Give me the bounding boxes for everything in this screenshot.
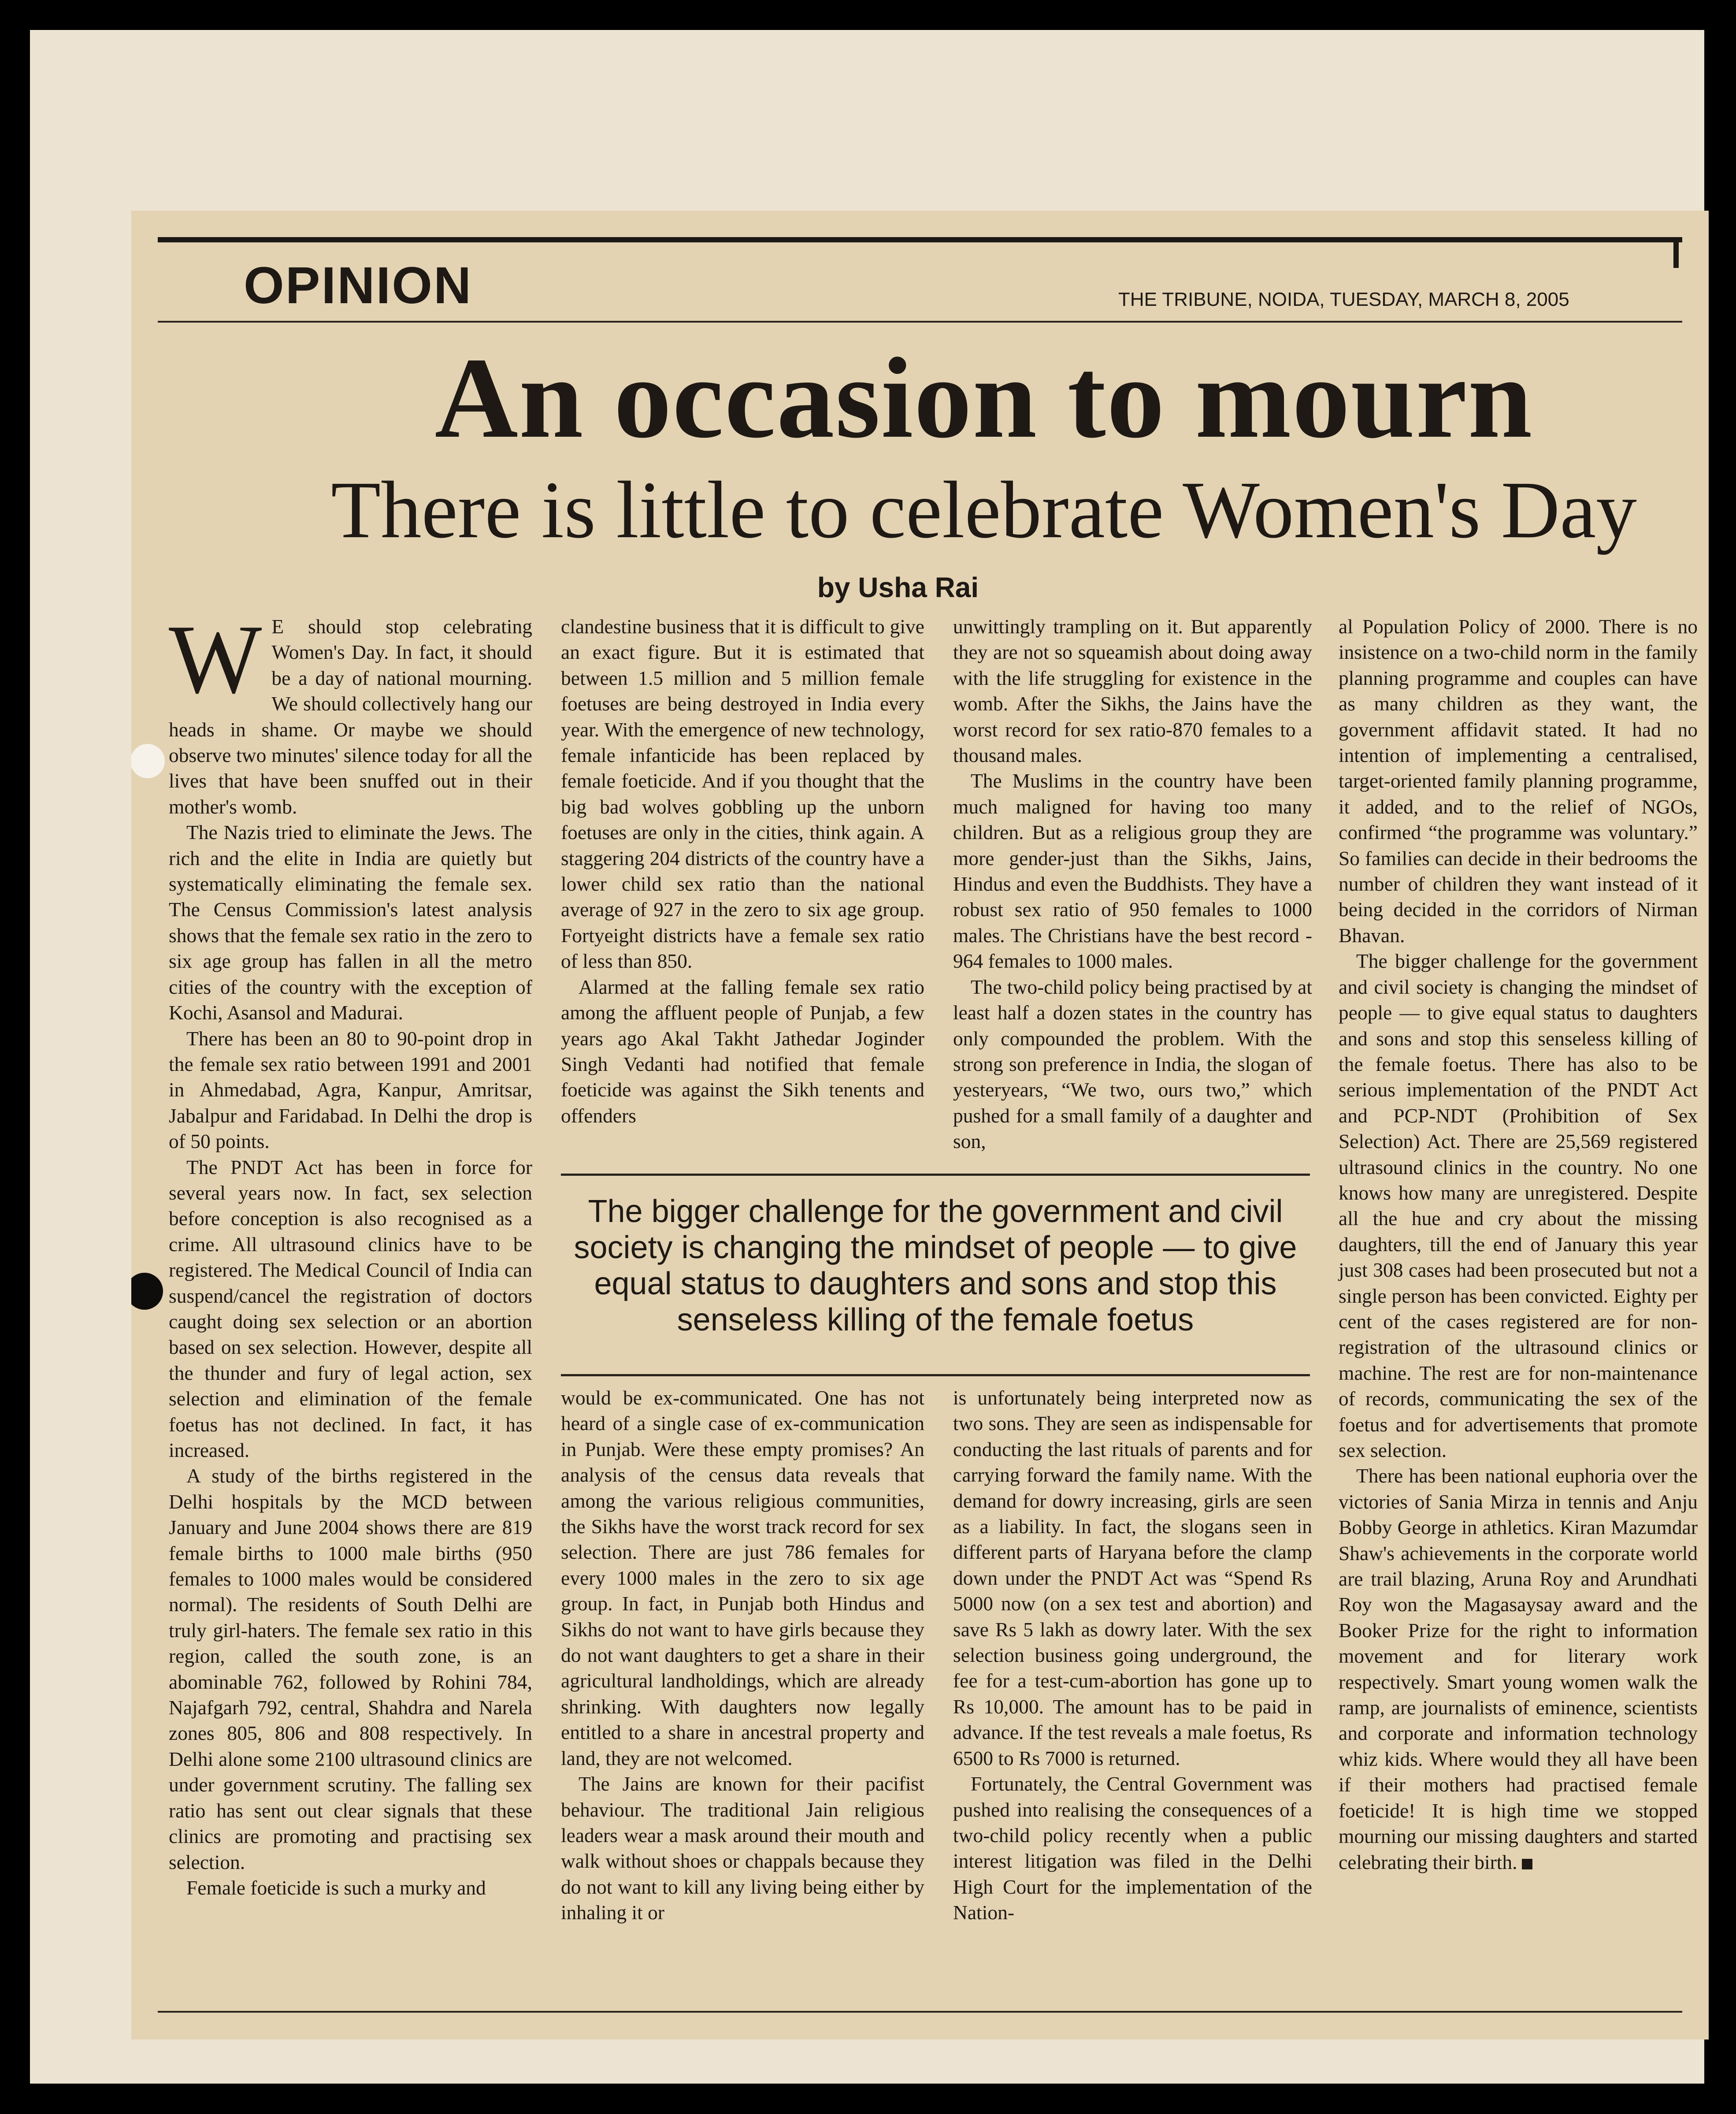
article-paragraph: The Jains are known for their pacifist behaviour. The traditional Jain religious leaders wear a mask around their mouth and walk without shoes or chappals because they do not want to kill any living being either by inhaling it or [561,1772,924,1924]
top-rule-hook [1673,237,1679,268]
article-paragraph: The bigger challenge for the government and civil society is changing the mindset of people — to give equal status to daughters and sons and stop this senseless killing of the female foetus. There has also to be serious implementation of the PNDT Act and PCP-NDT (Prohibition of Sex Selection) Act. There are 25,569 registered ultrasound clinics in the country. No one knows how many are unregistered. Despite all the hue and cry about the missing daughters, till the end of January this year just 308 cases had been prosecuted but not a single person has been convicted. Eighty per cent of the cases registered are for non-registration of the ultrasound clinics or machine. The rest are for non-maintenance of records, communicating the sex of the foetus and for advertisements that promote sex selection. [1339,950,1698,1461]
article-paragraph: Fortunately, the Central Government was pushed into realising the consequences of a two-child policy recently when a public interest litigation was filed in the Delhi High Court for the implementation of the Nation- [953,1772,1312,1924]
header-rule [158,321,1682,323]
article-paragraph: Alarmed at the falling female sex ratio among the affluent people of Punjab, a few years ago Akal Takht Jathedar Joginder Singh Vedanti had notified that female foeticide was against the Sikh tenents and offenders [561,975,924,1127]
article-column-2-top [561,614,924,1160]
article-column-3-top [953,614,1312,1160]
article-column-1 [169,605,532,2002]
article-paragraph: The two-child policy being practised by at least half a dozen states in the country has only compounded the problem. With the strong son preference in India, the slogan of yesteryears, “We two, ours two,” which pushed for a small family of a daughter and son, [953,975,1312,1153]
article-paragraph: al Population Policy of 2000. There is no insistence on a two-child norm in the family planning programme and couples can have as many children as they want, the government affidavit stated. It had no intention of implementing a centralised, target-oriented family planning programme, it added, and to the relief of NGOs, confirmed “the programme was voluntary.” So families can decide in their bedrooms the number of children they want instead of it being decided in the corridors of Nirman Bhavan. [1339,615,1698,947]
article-paragraph: unwittingly trampling on it. But apparently they are not so squeamish about doing away with the life struggling for existence in the womb. After the Sikhs, the Jains have the worst record for sex ratio-870 females to a thousand males. [953,615,1312,767]
punch-hole-icon [131,1273,163,1310]
top-rule [158,237,1682,242]
punch-hole-icon [131,744,165,778]
article-paragraph: W E should stop celebrating Women's Day. In fact, it should be a day of national mourning. We should collectively hang our heads in shame. Or maybe we should observe two minutes' silence today for all the lives that have been snuffed out in their mother's womb. [169,605,532,818]
end-mark-icon [1522,1859,1532,1869]
article-paragraph: The Muslims in the country have been much maligned for having too many children. But as a religious group they are more gender-just than the Sikhs, Jains, Hindus and even the Buddhists. They have a robust sex ratio of 950 females to 1000 males. The Christians have the best record - 964 females to 1000 males. [953,769,1312,973]
pull-quote-bottom-rule [561,1374,1310,1376]
pull-quote: The bigger challenge for the government and civil society is changing the mindset of people — to give equal status to daughters and sons and stop this senseless killing of the female foetus [574,1194,1297,1338]
section-label: OPINION [244,256,473,315]
article-paragraph: A study of the births registered in the Delhi hospitals by the MCD between January and June 2004 shows there are 819 female births to 1000 male births (950 females to 1000 males would be considered normal). The residents of South Delhi are truly girl-haters. The female sex ratio in this region, called the south zone, is an abominable 762, followed by Rohini 784, Najafgarh 792, central, Shahdra and Narela zones 805, 806 and 808 respectively. In Delhi alone some 2100 ultrasound clinics are under government scrutiny. The falling sex ratio has sent out clear signals that these clinics are promoting and practising sex selection. [169,1464,532,1873]
article-column-3-bottom [953,1385,1312,2002]
article-column-4 [1339,614,1698,2002]
byline: by Usha Rai [817,572,979,603]
article-column-2-bottom [561,1385,924,2002]
scanned-page [30,30,1704,2084]
article-paragraph: There has been national euphoria over the victories of Sania Mirza in tennis and Anju Bobby George in athletics. Kiran Mazumdar Shaw's achievements in the corporate world are trail blazing, Aruna Roy and Arundhati Roy won the Magasaysay award and the Booker Prize for the right to information movement and for literary work respectively. Smart young women walk the ramp, are journalists of eminence, scientists and corporate and information technology whiz kids. Where would they all have been if their mothers had practised female foeticide! It is high time we stopped mourning our missing daughters and started celebrating their birth. [1339,1464,1698,1873]
article-paragraph: There has been an 80 to 90-point drop in the female sex ratio between 1991 and 2001 in Ahmedabad, Agra, Kanpur, Amritsar, Jabalpur and Faridabad. In Delhi the drop is of 50 points. [169,1027,532,1153]
headline: An occasion to mourn [434,334,1533,462]
article-paragraph: The Nazis tried to eliminate the Jews. The rich and the elite in India are quietly but systematically eliminating the female sex. The Census Commission's latest analysis shows that the female sex ratio in the zero to six age group has fallen in all the metro cities of the country with the exception of Kochi, Asansol and Madurai. [169,821,532,1024]
article-paragraph: is unfortunately being interpreted now as two sons. They are seen as indispensable for conducting the last rituals of parents and for carrying forward the family name. With the demand for dowry increasing, girls are seen as a liability. In fact, the slogans seen in different parts of Haryana before the clamp down under the PNDT Act was “Spend Rs 5000 now (on a sex test and abortion) and save Rs 5 lakh as dowry later. With the sex selection business going underground, the fee for a test-cum-abortion has gone up to Rs 10,000. The amount has to be paid in advance. If the test reveals a male foetus, Rs 6500 to Rs 7000 is returned. [953,1386,1312,1769]
pull-quote-top-rule [561,1174,1310,1176]
article-paragraph: clandestine business that it is difficult to give an exact figure. But it is estimated that between 1.5 million and 5 million female foetuses are being destroyed in India every year. With the emergence of new technology, female infanticide has been replaced by female foeticide. And if you thought that the big bad wolves gobbling up the unborn foetuses are only in the cities, think again. A staggering 204 districts of the country have a lower child sex ratio than the national average of 927 in the zero to six age group. Fortyeight districts have a female sex ratio of less than 850. [561,615,924,973]
dateline: THE TRIBUNE, NOIDA, TUESDAY, MARCH 8, 2005 [1118,289,1569,310]
bottom-rule [158,2011,1682,2013]
newspaper-clipping [131,211,1709,2040]
article-paragraph: Female foeticide is such a murky and [186,1876,486,1899]
article-paragraph: would be ex-communicated. One has not heard of a single case of ex-communication in Punjab. Were these empty promises? An analysis of the census data reveals that among the various religious communities, the Sikhs have the worst track record for sex selection. There are just 786 females for every 1000 males in the zero to six age group. In fact, in Punjab both Hindus and Sikhs do not want to have girls because they do not want daughters to get a share in their agricultural landholdings, which are already shrinking. With daughters now legally entitled to a share in ancestral property and land, they are not welcomed. [561,1386,924,1769]
subheadline: There is little to celebrate Women's Day [331,465,1637,555]
drop-cap: W [169,605,262,714]
article-paragraph: The PNDT Act has been in force for several years now. In fact, sex selection before conception is also recognised as a crime. All ultrasound clinics have to be registered. The Medical Council of India can suspend/cancel the registration of doctors caught doing sex selection or an abortion based on sex selection. However, despite all the thunder and fury of legal action, sex selection and elimination of the female foetus has not declined. In fact, it has increased. [169,1155,532,1461]
